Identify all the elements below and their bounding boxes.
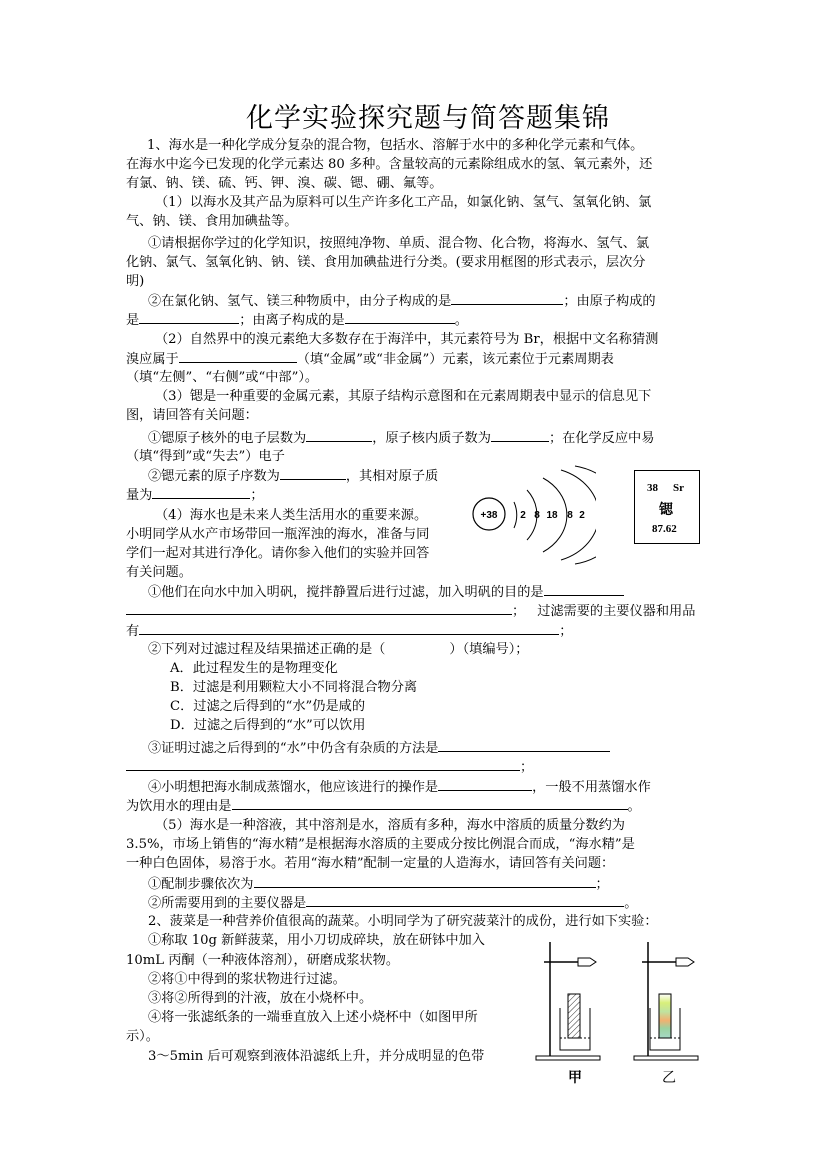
q1-distill-text: ④小明想把海水制成蒸馏水，他应该进行的操作是 [148, 780, 439, 795]
q1-filter-tools-have: 有 [126, 624, 140, 639]
q2-intro-line: 2、菠菜是一种营养价值很高的蔬菜。小明同学为了研究菠菜汁的成份，进行如下实验： [148, 914, 658, 929]
q2-step-3: ③将②所得到的汁液，放在小烧杯中。 [148, 991, 373, 1006]
q1-intro-line-2: 在海水中迄今已发现的化学元素达 80 多种。含量较高的元素除组成水的氢、氧元素外，还 [126, 157, 653, 172]
paper-chromatography-figure [530, 938, 720, 1088]
stand-base [536, 1056, 600, 1060]
q1-atom-text: 是 [126, 313, 140, 328]
q1-mass-semicolon: ； [250, 488, 264, 503]
answer-blank-molecule[interactable] [451, 291, 563, 305]
q1-steps-semicolon: ； [595, 877, 609, 892]
q2-step-1-line-2: 10mL 丙酮（一种液体溶剂），研磨成浆状物。 [126, 953, 400, 968]
option-d: D．过滤之后得到的“水”可以饮用 [170, 718, 366, 733]
option-a: A．此过程发生的是物理变化 [170, 661, 338, 676]
answer-blank-shell-count[interactable] [306, 428, 372, 442]
q1-part4-line-4: 有关问题。 [126, 565, 192, 580]
answer-blank-alum-purpose[interactable] [544, 582, 624, 596]
q2-step-4-line-1: ④将一张滤纸条的一端垂直放入上述小烧杯中（如图甲所 [148, 1010, 478, 1025]
stand-base [634, 1056, 698, 1060]
q1-filter-choice-line [148, 640, 529, 659]
q1-mass-text-b: 量为 [126, 488, 153, 503]
answer-blank-impurity-method-cont[interactable] [126, 757, 520, 771]
answer-blank-instruments[interactable] [306, 893, 624, 907]
option-c: C．过滤之后得到的“水”仍是咸的 [170, 699, 366, 714]
element-atomic-mass: 87.62 [652, 523, 677, 535]
q1-bromine-text-b: （填“金属”或“非金属”）元素，该元素位于元素周期表 [296, 352, 614, 367]
q1-mass-text: ，其相对原子质 [345, 469, 439, 484]
option-b: B．过滤是利用颗粒大小不同将混合物分离 [170, 680, 418, 695]
q1-distill-line-2 [126, 796, 641, 816]
element-atomic-number: 38 [647, 482, 658, 494]
clamp-head [676, 958, 694, 966]
q1-distill-reason-text: 为饮用水的理由是 [126, 799, 232, 814]
q1-alum-line-3 [126, 621, 572, 641]
q1-intro-line-3: 有氯、钠、镁、硫、钙、钾、溴、碳、锶、硼、氟等。 [126, 176, 443, 191]
answer-blank-filter-tools[interactable] [139, 621, 559, 635]
figure-label-yi: 乙 [662, 1069, 676, 1085]
q2-observation-line: 3～5min 后可观察到液体沿滤纸上升，并分成明显的色带 [148, 1049, 485, 1064]
shell-2-electrons: 8 [534, 510, 540, 521]
q1-part5-line-2: 3.5%，市场上销售的“海水精”是根据海水溶质的主要成分按比例混合而成，“海水精”是 [126, 837, 635, 852]
element-symbol: Sr [673, 482, 684, 494]
q1-filter-tools-text: 过滤需要的主要仪器和用品 [537, 604, 696, 619]
shell-1-electrons: 2 [520, 510, 526, 521]
periodic-table-cell-strontium [634, 470, 700, 544]
figure-label-jia: 甲 [568, 1069, 582, 1085]
answer-blank-impurity-method[interactable] [438, 738, 610, 752]
q1-distill-period: 。 [627, 799, 641, 814]
q1-strontium-line-2: （填“得到”或“失去”）电子 [126, 449, 285, 464]
q1-distill-text-b: ，一般不用蒸馏水作 [532, 780, 651, 795]
atom-nucleus-charge: +38 [480, 510, 498, 521]
page-title: 化学实验探究题与简答题集锦 [246, 103, 610, 134]
q2-step-1-line-1: ①称取 10g 新鲜菠菜，用小刀切成碎块，放在研钵中加入 [148, 933, 485, 948]
q1-instruments-line [148, 893, 637, 913]
q1-atomic-number-text: ②锶元素的原子序数为 [148, 469, 280, 484]
q1-molecule-line-2 [126, 310, 468, 330]
answer-blank-distill-reason[interactable] [232, 796, 628, 810]
q1-impurity-line-1 [148, 738, 610, 758]
q1-classify-line-3: 明) [126, 274, 145, 289]
q1-classify-line-1: ①请根据你学过的化学知识，按照纯净物、单质、混合物、化合物，将海水、氢气、氯 [148, 236, 650, 251]
q1-distill-line-1 [148, 777, 651, 797]
q1-instruments-period: 。 [624, 896, 638, 911]
q1-part2-line-2 [126, 349, 614, 369]
q1-alum-line-1 [148, 582, 624, 602]
answer-blank-atomic-number[interactable] [280, 466, 346, 480]
answer-blank-distill-operation[interactable] [438, 777, 532, 791]
q1-part5-line-1: （5）海水是一种溶液，其中溶剂是水，溶质有多种，海水中溶质的质量分数约为 [155, 818, 625, 833]
q1-part2-line-1: （2）自然界中的溴元素绝大多数存在于海洋中，其元素符号为 Br，根据中文名称猜测 [155, 332, 659, 347]
apparatus-yi [634, 942, 698, 1060]
answer-blank-bromine-type[interactable] [179, 349, 297, 363]
q1-classify-line-2: 化钠、氯气、氢氧化钠、钠、镁、食用加碘盐进行分类。(要求用框图的形式表示，层次分 [126, 255, 646, 270]
answer-blank-proton-count[interactable] [491, 428, 549, 442]
element-name: 锶 [659, 502, 673, 518]
q1-filter-choice-text: ②下列对过滤过程及结果描述正确的是（ [148, 642, 386, 657]
q1-reaction-text: ；在化学反应中易 [548, 431, 655, 446]
q1-molecule-text-b: ；由原子构成的 [563, 294, 656, 309]
answer-blank-atom[interactable] [139, 310, 239, 324]
q1-impurity-line-2 [126, 757, 533, 777]
q1-protons-text: ，原子核内质子数为 [372, 431, 491, 446]
q2-step-4-line-2: 示）。 [126, 1029, 159, 1044]
q1-impurity-text: ③证明过滤之后得到的“水”中仍含有杂质的方法是 [148, 741, 439, 756]
shell-5-electrons: 2 [579, 510, 585, 521]
q1-part1-line-2: 气、钠、镁、食用加碘盐等。 [126, 214, 298, 229]
filter-paper-strip [568, 994, 580, 1038]
apparatus-jia [536, 942, 600, 1060]
color-banded-strip [659, 994, 671, 1038]
answer-blank-ion[interactable] [345, 310, 455, 324]
strontium-atom-diagram [466, 462, 596, 572]
q1-part3-line-1: （3）锶是一种重要的金属元素，其原子结构示意图和在元素周期表中显示的信息见下 [155, 389, 652, 404]
shell-4-electrons: 8 [567, 510, 573, 521]
q1-part4-line-3: 学们一起对其进行净化。请你参入他们的实验并回答 [126, 546, 430, 561]
q1-filter-tools-semicolon: ； [559, 624, 573, 639]
shell-3-electrons: 18 [546, 510, 558, 521]
q1-alum-semicolon: ； [512, 604, 526, 619]
q1-period: 。 [454, 313, 468, 328]
q1-part4-line-1: （4）海水也是未来人类生活用水的重要来源。 [155, 508, 428, 523]
q1-ion-text: ；由离子构成的是 [239, 313, 345, 328]
q1-part5-line-3: 一种白色固体，易溶于水。若用“海水精”配制一定量的人造海水，请回答有关问题： [126, 856, 615, 871]
q1-atomic-number-line [148, 466, 438, 486]
electron-shell-5 [575, 466, 596, 564]
q1-strontium-line-1 [148, 428, 654, 448]
answer-blank-atomic-mass[interactable] [152, 485, 250, 499]
q1-filter-choice-end: ）（填编号）； [449, 642, 529, 657]
q1-part4-line-2: 小明同学从水产市场带回一瓶浑浊的海水，准备与同 [126, 527, 430, 542]
q1-instruments-text: ②所需要用到的主要仪器是 [148, 896, 307, 911]
q1-impurity-semicolon: ； [520, 760, 534, 775]
q1-part2-line-3: （填“左侧”、“右侧”或“中部”）。 [126, 370, 319, 385]
q1-steps-text: ①配制步骤依次为 [148, 877, 254, 892]
q1-mass-line [126, 485, 264, 505]
q2-step-2: ②将①中得到的浆状物进行过滤。 [148, 972, 346, 987]
q1-intro-line-1: 1、海水是一种化学成分复杂的混合物，包括水、溶解于水中的多种化学元素和气体。 [147, 138, 644, 153]
q1-steps-line [148, 874, 609, 894]
q1-shells-text: ①锶原子核外的电子层数为 [148, 431, 307, 446]
electron-shell-1 [514, 502, 517, 528]
q1-part1-line-1: （1）以海水及其产品为原料可以生产许多化工产品，如氯化钠、氢气、氢氧化钠、氯 [155, 195, 652, 210]
q1-molecule-line-1 [148, 291, 656, 311]
clamp-head [578, 958, 596, 966]
answer-blank-alum-purpose-cont[interactable] [126, 601, 512, 615]
q1-part3-line-2: 图，请回答有关问题： [126, 408, 258, 423]
answer-blank-steps[interactable] [254, 874, 596, 888]
q1-alum-line-2 [126, 601, 695, 621]
q1-molecule-text-a: ②在氯化钠、氢气、镁三种物质中，由分子构成的是 [148, 294, 452, 309]
q1-bromine-text-a: 溴应属于 [126, 352, 179, 367]
q1-alum-text: ①他们在向水中加入明矾，搅拌静置后进行过滤，加入明矾的目的是 [148, 585, 544, 600]
